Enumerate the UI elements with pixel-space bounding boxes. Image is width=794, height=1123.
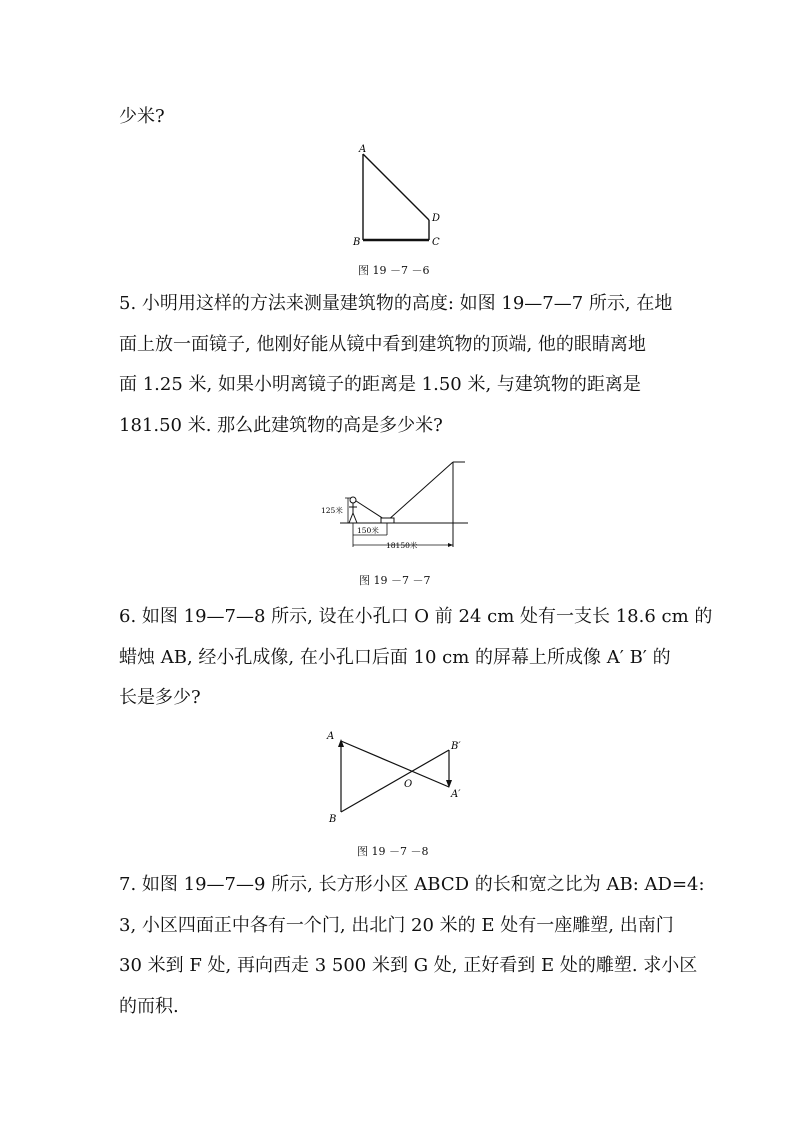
segment-ad: [363, 154, 429, 220]
person-leg-left: [349, 513, 353, 523]
height-label: 125米: [321, 506, 343, 515]
label-b-prime: B′: [451, 741, 461, 752]
question-5-line: 面 1.25 米, 如果小明离镜子的距离是 1.50 米, 与建筑物的距离是: [119, 374, 641, 395]
reflected-sight-line: [387, 462, 453, 521]
label-a: A: [327, 731, 335, 742]
question-6-line: 蜡烛 AB, 经小孔成像, 在小孔口后面 10 cm 的屏幕上所成像 A′ B′ 的: [119, 646, 671, 668]
person-leg-right: [353, 513, 357, 523]
intro-text: [119, 97, 679, 138]
question-6-line: 6. 如图 19—7—8 所示, 设在小孔口 O 前 24 cm 处有一支长 18.6 cm 的: [119, 606, 713, 627]
question-5: [119, 284, 679, 446]
question-6-line: 长是多少?: [119, 687, 201, 708]
label-o: O: [404, 779, 413, 790]
question-7-line: 的而积.: [119, 995, 179, 1017]
label-b: B: [353, 237, 361, 248]
ray-a-to-a-prime: [341, 741, 449, 787]
question-6: [119, 597, 713, 719]
question-7-line: 30 米到 F 处, 再向西走 3 500 米到 G 处, 正好看到 E 处的雕塑. 求小区: [119, 955, 698, 976]
mirror-distance-label: 150米: [357, 526, 379, 535]
question-7-line: 7. 如图 19—7—9 所示, 长方形小区 ABCD 的长和宽之比为 AB: AD=4:: [119, 874, 705, 895]
figure-19-7-8-caption: 图 19 －7 －8: [357, 845, 429, 858]
ray-b-to-b-prime: [341, 750, 449, 812]
label-c: C: [432, 237, 440, 248]
question-7-line: 3, 小区四面正中各有一个门, 出北门 20 米的 E 处有一座雕塑, 出南门: [119, 914, 674, 936]
mirror: [381, 518, 394, 523]
question-5-line: 面上放一面镜子, 他刚好能从镜中看到建筑物的顶端, 他的眼睛离地: [119, 333, 646, 355]
image-arrowhead: [446, 780, 452, 788]
building-distance-label: 18150米: [386, 541, 418, 550]
question-5-line: 5. 小明用这样的方法来测量建筑物的高度: 如图 19—7—7 所示, 在地: [119, 293, 673, 314]
figure-19-7-8: [320, 725, 470, 830]
figure-19-7-6-caption: 图 19 －7 －6: [358, 264, 430, 277]
label-a: A: [359, 144, 367, 155]
label-b: B: [329, 814, 337, 825]
candle-ab-arrowhead: [338, 739, 344, 747]
figure-19-7-7: [318, 455, 473, 560]
label-d: D: [432, 213, 441, 224]
figure-19-7-6: [340, 140, 460, 255]
building-distance-arrow: [448, 543, 453, 547]
label-a-prime: A′: [451, 789, 461, 800]
figure-19-7-7-caption: 图 19 －7 －7: [359, 574, 431, 587]
intro-line: 少米?: [119, 106, 165, 127]
question-7: [119, 865, 705, 1027]
question-5-line: 181.50 米. 那么此建筑物的高是多少米?: [119, 414, 443, 436]
